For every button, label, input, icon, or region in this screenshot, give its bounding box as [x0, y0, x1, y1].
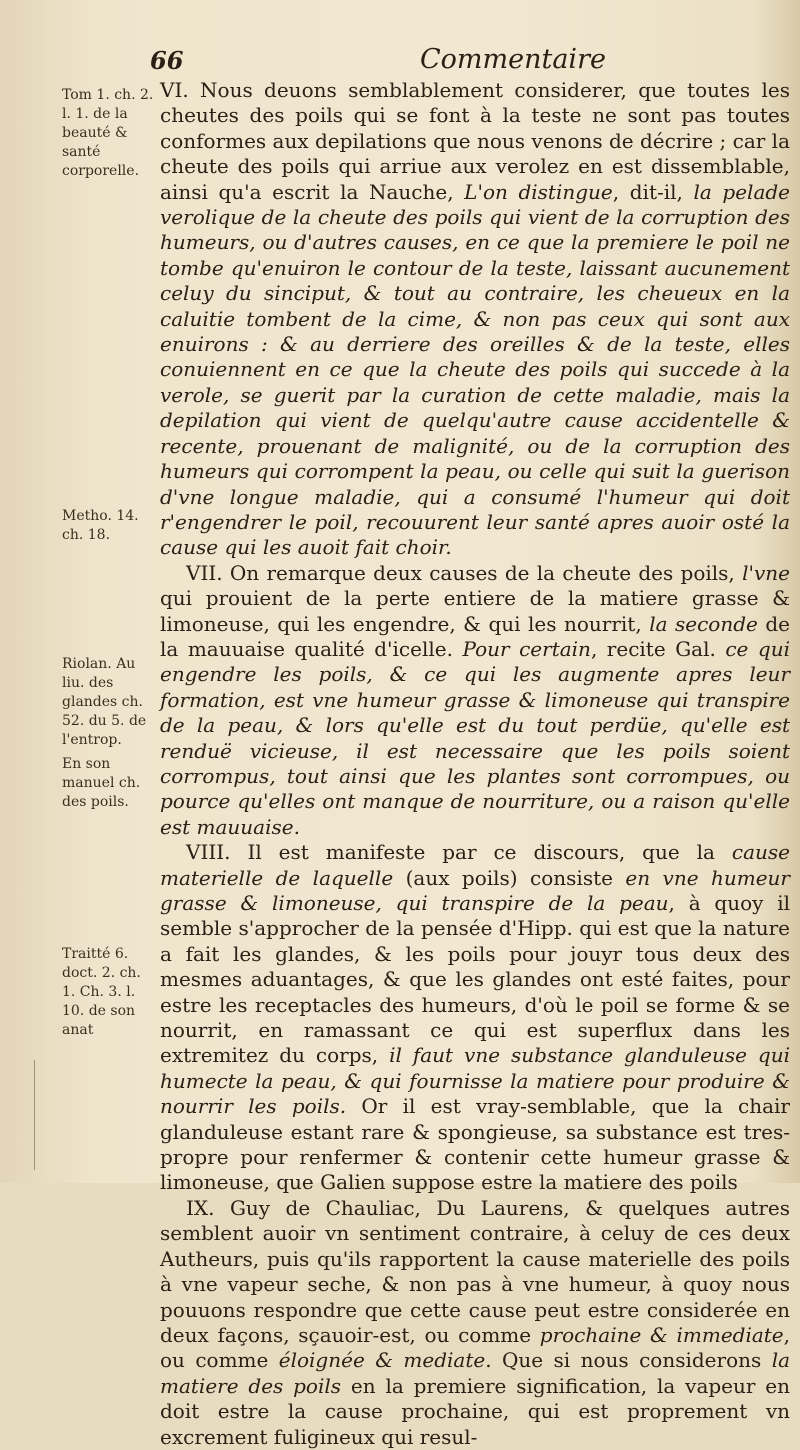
italic-run: Pour certain	[462, 636, 591, 661]
text-run: de la mauuaise qualité d'icelle.	[160, 611, 790, 661]
text-run: en la premiere signification, la vapeur en doit estre la cause prochaine, qui est proprement vn excrement fuligineux qui resul-	[160, 1373, 791, 1449]
margin-pen-stroke	[34, 1060, 35, 1170]
quotation: il faut vne substance glanduleuse qui humecte la peau, & qui fournisse la matiere pour produire & nourrir les poils.	[160, 1043, 790, 1119]
italic-run: en vne humeur grasse & limoneuse, qui transpire de la peau	[160, 865, 790, 915]
paragraph-vii	[160, 561, 790, 840]
italic-run: la matiere des poils	[160, 1348, 791, 1398]
text-run: qui prouient de la perte entiere de la matiere grasse & limoneuse, qui les engendre, & qui les nourrit,	[160, 586, 790, 636]
paragraph-viii	[160, 840, 790, 1196]
margin-note: Riolan. Au liu. des glandes ch. 52. du 5. de l'entrop.	[62, 656, 147, 748]
page-number: 66	[150, 46, 184, 75]
italic-run: la seconde	[649, 611, 758, 636]
paragraph-vi	[160, 78, 790, 561]
running-title: Commentaire	[420, 44, 606, 75]
text-run: Or il est vray-semblable, que la chair glanduleuse estant rare & spongieuse, sa substance est tres-propre pour renfermer & contenir cette humeur grasse & limoneuse, que Galien suppose estre la matiere des poils	[160, 1094, 790, 1195]
text-run: (aux poils) consiste	[393, 865, 626, 890]
text-run: IX. Guy de Chauliac, Du Laurens, & quelques autres semblent auoir vn sentiment contraire, à celuy de ces deux Autheurs, puis qu'ils rapportent la cause materielle des poils à vne vapeur seche, & non pas à vne humeur, à quoy nous pouuons respondre que cette cause peut estre considerée en deux façons, sçauoir-est, ou comme	[160, 1195, 790, 1347]
text-run: , recite Gal.	[590, 636, 726, 661]
text-run: . Que si nous considerons	[485, 1348, 772, 1373]
page-header	[0, 44, 800, 78]
text-run: , ou comme	[160, 1322, 791, 1373]
body-text	[160, 78, 790, 1450]
italic-run: prochaine & immediate	[539, 1322, 784, 1347]
text-run: VII. On remarque deux causes de la cheute des poils,	[186, 560, 743, 585]
text-run: VIII. Il est manifeste par ce discours, que la	[186, 840, 732, 865]
margin-note: Metho. 14. ch. 18.	[62, 508, 139, 543]
text-run: VI. Nous deuons semblablement considerer, que toutes les cheutes des poils qui se font à la teste ne sont pas toutes conformes aux depilations que nous venons de décrire ; car la cheute des poils qui arriue aux verolez en est dissemblable, ainsi qu'a escrit la Nauche,	[160, 78, 790, 204]
text-run: , à quoy il semble s'approcher de la pensée d'Hipp. qui est que la nature a fait les glandes, & les poils pour jouyr tous deux des mesmes aduantages, & que les glandes ont esté faites, pour estre les receptacles des humeurs, d'où le poil se forme & se nourrit, en ramassant ce qui est superflux dans les extremitez du corps,	[160, 891, 790, 1068]
italic-run: L'on distingue	[464, 179, 613, 204]
italic-run: cause materielle de laquelle	[160, 840, 790, 890]
quotation: la pelade verolique de la cheute des poils qui vient de la corruption des humeurs, ou d'autres causes, en ce que la premiere le poil ne tombe qu'enuiron le contour de la teste, laissant aucunement celuy du sinciput, & tout au contraire, les cheueux en la caluitie tombent de la cime, & non pas ceux qui sont aux enuirons : & au derriere des oreilles & de la teste, elles conuiennent en ce que la cheute des poils qui succede à la verole, se guerit par la curation de cette maladie, mais la depilation qui vient de quelqu'autre cause accidentelle & recente, prouenant de malignité, ou de la corruption des humeurs qui corrompent la peau, ou celle qui suit la guerison d'vne longue maladie, qui a consumé l'humeur qui doit r'engendrer le poil, recouurent leur santé apres auoir osté la cause qui les auoit fait choir.	[160, 179, 791, 560]
text-run: , dit-il,	[612, 179, 694, 204]
paragraph-ix	[160, 1196, 790, 1450]
italic-run: éloignée & mediate	[278, 1348, 486, 1373]
margin-note: En son manuel ch. des poils.	[62, 756, 141, 810]
margin-note: Traitté 6. doct. 2. ch. 1. Ch. 3. l. 10. de son anat	[62, 946, 141, 1038]
margin-note: Tom 1. ch. 2. l. 1. de la beauté & santé corporelle.	[62, 87, 154, 179]
quotation: ce qui engendre les poils, & ce qui les augmente apres leur formation, est vne humeur grasse & limoneuse qui transpire de la peau, & lors qu'elle est du tout perdüe, qu'elle est renduë vicieuse, il est necessaire que les poils soient corrompus, tout ainsi que les plantes sont corrompues, ou pource qu'elles ont manque de nourriture, ou a raison qu'elle est mauuaise.	[160, 636, 790, 839]
italic-run: l'vne	[742, 560, 790, 585]
